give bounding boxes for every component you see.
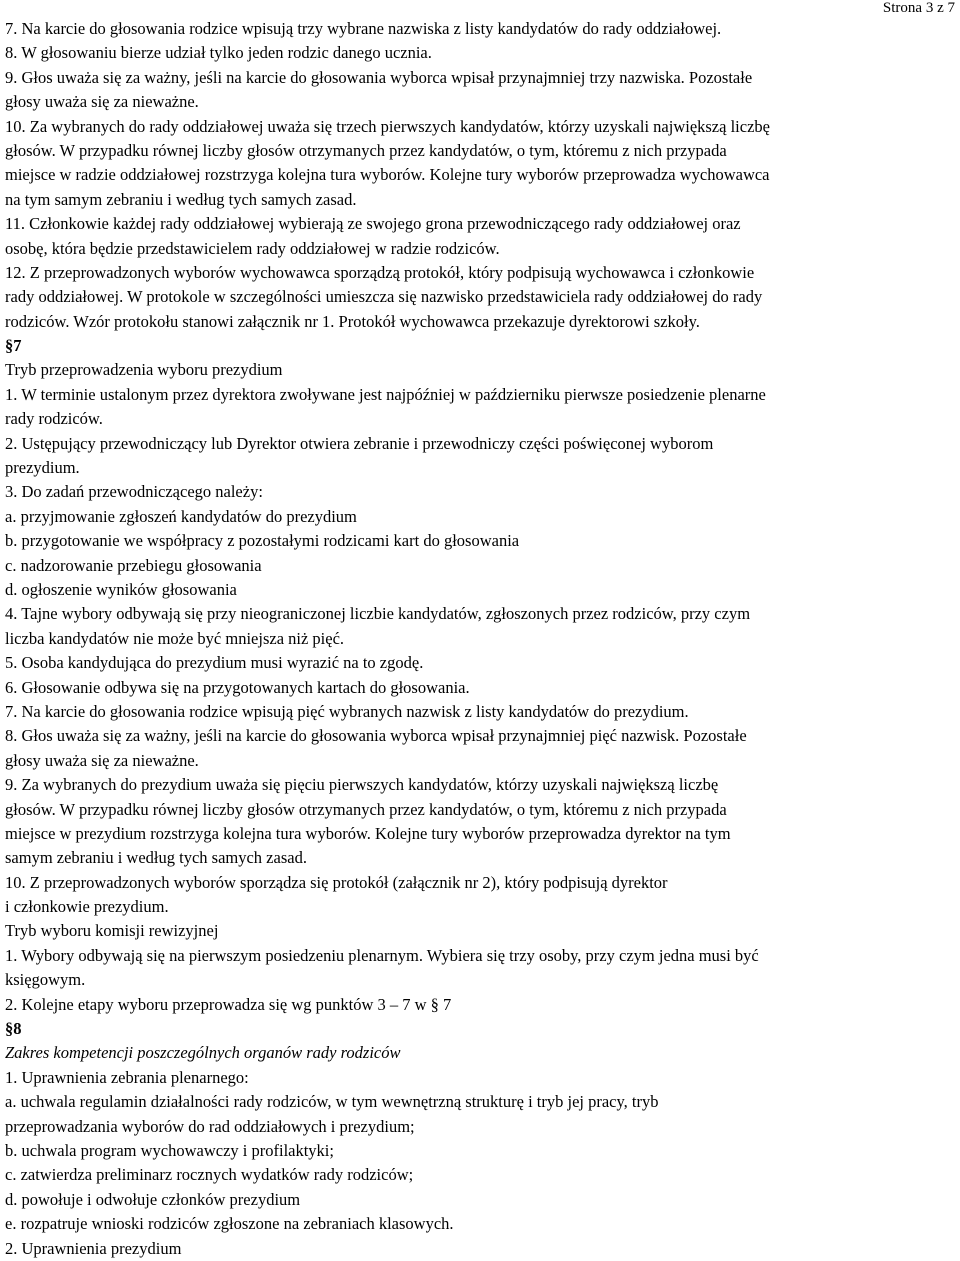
text-line: Tryb przeprowadzenia wyboru prezydium <box>5 360 283 380</box>
text-line: głosów. W przypadku równej liczby głosów otrzymanych przez kandydatów, o tym, któremu z nich przypada <box>5 140 727 160</box>
text-line: c. nadzorowanie przebiegu głosowania <box>5 555 262 575</box>
text-line: 10. Z przeprowadzonych wyborów sporządza się protokół (załącznik nr 2), który podpisują dyrektor <box>5 872 668 892</box>
text-line: rady rodziców. <box>5 409 103 429</box>
text-line: głosy uważa się za nieważne. <box>5 750 199 770</box>
section-symbol: § <box>5 1019 14 1039</box>
document-page <box>5 0 955 1261</box>
text-line: 2. Ustępujący przewodniczący lub Dyrektor otwiera zebranie i przewodniczy części poświęconej wyborom <box>5 433 714 453</box>
text-line: 9. Głos uważa się za ważny, jeśli na karcie do głosowania wyborca wpisał przynajmniej trzy nazwiska. Pozostałe <box>5 67 753 87</box>
text-line: na tym samym zebraniu i według tych samych zasad. <box>5 189 357 209</box>
text-line: 2. Uprawnienia prezydium <box>5 1238 182 1258</box>
text-line: 12. Z przeprowadzonych wyborów wychowawca sporządzą protokół, który podpisują wychowawca i członkowie <box>5 262 755 282</box>
text-line: 11. Członkowie każdej rady oddziałowej wybierają ze swojego grona przewodniczącego rady oddziałowej oraz <box>5 214 741 234</box>
page-number: Strona 3 z 7 <box>882 0 955 16</box>
text-line: miejsce w prezydium rozstrzyga kolejna tura wyborów. Kolejne tury wyborów przeprowadza dyrektor na tym <box>5 823 731 843</box>
text-line: 1. W terminie ustalonym przez dyrektora zwoływane jest najpóźniej w październiku pierwsze posiedzenie plenarne <box>5 384 766 404</box>
text-line: b. przygotowanie we współpracy z pozostałymi rodzicami kart do głosowania <box>5 531 520 551</box>
text-line: rady oddziałowej. W protokole w szczególności umieszcza się nazwisko przedstawiciela rady oddziałowej do rady <box>5 287 763 307</box>
text-line: 7. Na karcie do głosowania rodzice wpisują pięć wybranych nazwisk z listy kandydatów do prezydium. <box>5 701 689 721</box>
text-line: 9. Za wybranych do prezydium uważa się pięciu pierwszych kandydatów, którzy uzyskali największą liczbę <box>5 775 719 795</box>
section-number: 8 <box>13 1019 22 1039</box>
text-line: osobę, która będzie przedstawicielem rady oddziałowej w radzie rodziców. <box>5 238 500 258</box>
text-line: liczba kandydatów nie może być mniejsza niż pięć. <box>5 628 345 648</box>
text-line: Tryb wyboru komisji rewizyjnej <box>5 921 219 941</box>
text-line: miejsce w radzie oddziałowej rozstrzyga kolejna tura wyborów. Kolejne tury wyborów przeprowadza wychowawca <box>5 165 770 185</box>
text-line: Zakres kompetencji poszczególnych organów rady rodziców <box>5 1043 401 1063</box>
text-line: 8. W głosowaniu bierze udział tylko jeden rodzic danego ucznia. <box>5 43 432 63</box>
text-line: przeprowadzania wyborów do rad oddziałowych i prezydium; <box>5 1116 415 1136</box>
text-line: i członkowie prezydium. <box>5 897 169 917</box>
text-line: prezydium. <box>5 458 80 478</box>
text-line: b. uchwala program wychowawczy i profilaktyki; <box>5 1140 334 1160</box>
text-line: 3. Do zadań przewodniczącego należy: <box>5 482 263 502</box>
text-line: e. rozpatruje wnioski rodziców zgłoszone na zebraniach klasowych. <box>5 1214 454 1234</box>
section-heading <box>5 334 955 358</box>
section-heading <box>5 1017 955 1041</box>
text-line: 1. Uprawnienia zebrania plenarnego: <box>5 1067 249 1087</box>
text-line: 4. Tajne wybory odbywają się przy nieograniczonej liczbie kandydatów, zgłoszonych przez rodziców, przy czym <box>5 604 751 624</box>
text-line: samym zebraniu i według tych samych zasad. <box>5 848 307 868</box>
text-line: a. przyjmowanie zgłoszeń kandydatów do prezydium <box>5 506 357 526</box>
text-line: c. zatwierdza preliminarz rocznych wydatków rady rodziców; <box>5 1165 414 1185</box>
text-line: 10. Za wybranych do rady oddziałowej uważa się trzech pierwszych kandydatów, którzy uzyskali największą liczbę <box>5 116 770 136</box>
text-line: d. powołuje i odwołuje członków prezydium <box>5 1189 301 1209</box>
text-line: rodziców. Wzór protokołu stanowi załącznik nr 1. Protokół wychowawca przekazuje dyrektorowi szkoły. <box>5 311 700 331</box>
text-line: księgowym. <box>5 970 86 990</box>
text-line: 2. Kolejne etapy wyboru przeprowadza się wg punktów 3 – 7 w § 7 <box>5 994 452 1014</box>
text-line: 5. Osoba kandydująca do prezydium musi wyrazić na to zgodę. <box>5 653 424 673</box>
document-body <box>5 0 955 1261</box>
text-line: a. uchwala regulamin działalności rady rodziców, w tym wewnętrzną strukturę i tryb jej pracy, tryb <box>5 1092 659 1112</box>
text-line: 6. Głosowanie odbywa się na przygotowanych kartach do głosowania. <box>5 677 470 697</box>
text-line: d. ogłoszenie wyników głosowania <box>5 579 237 599</box>
text-line: 7. Na karcie do głosowania rodzice wpisują trzy wybrane nazwiska z listy kandydatów do rady oddziałowej. <box>5 19 722 38</box>
text-line: 8. Głos uważa się za ważny, jeśli na karcie do głosowania wyborca wpisał przynajmniej pięć nazwisk. Pozostałe <box>5 726 747 746</box>
text-line: głosy uważa się za nieważne. <box>5 92 199 112</box>
section-number: 7 <box>13 336 22 356</box>
section-symbol: § <box>5 336 14 356</box>
text-line: głosów. W przypadku równej liczby głosów otrzymanych przez kandydatów, o tym, któremu z nich przypada <box>5 799 727 819</box>
text-line: 1. Wybory odbywają się na pierwszym posiedzeniu plenarnym. Wybiera się trzy osoby, przy czym jedna musi być <box>5 945 759 965</box>
